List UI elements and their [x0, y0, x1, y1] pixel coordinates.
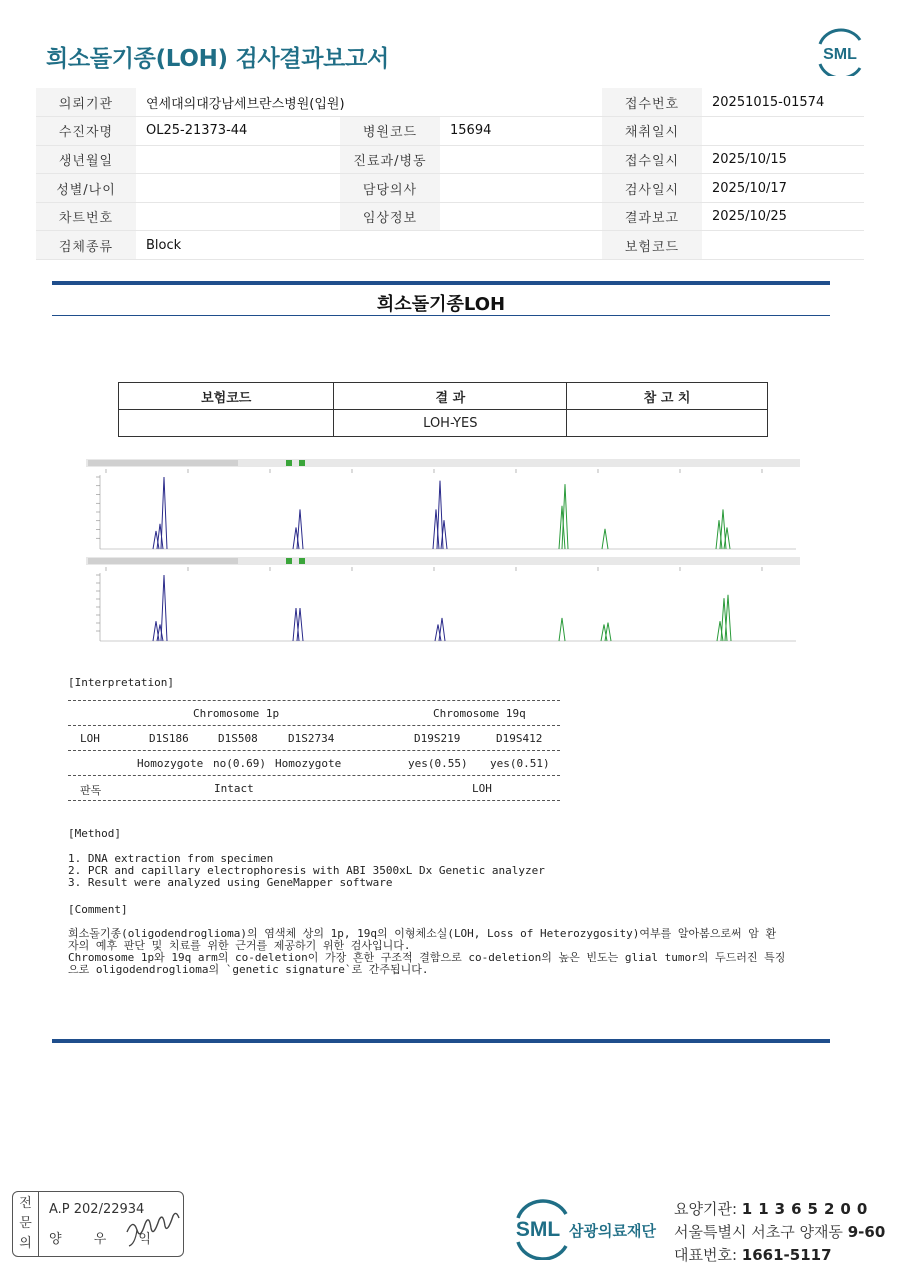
handwritten-signature-icon [123, 1210, 185, 1250]
section-title: 희소돌기종LOH [376, 294, 506, 315]
verdict-19q: LOH [472, 782, 492, 795]
info-label: 차트번호 [36, 202, 136, 231]
info-value [440, 202, 602, 231]
method-label: [Method] [68, 827, 121, 840]
marker-name: D19S219 [414, 732, 461, 745]
info-label: 접수일시 [602, 145, 702, 174]
signature-side-label: 전 문 의 [13, 1192, 39, 1256]
marker-name: D1S508 [218, 732, 258, 745]
info-label: 병원코드 [340, 117, 440, 146]
method-line: 3. Result were analyzed using GeneMapper software [68, 876, 393, 889]
marker-name: D19S412 [496, 732, 543, 745]
info-label: 의뢰기관 [36, 88, 136, 117]
address: 서울특별시 서초구 양재동 9-60 [674, 1223, 886, 1241]
result-cell [119, 410, 334, 437]
verdict-1p: Intact [214, 782, 254, 795]
comment-line: Chromosome 1p와 19q arm의 co-deletion이 가장 흔한 구조적 결함으로 co-deletion의 높은 빈도는 glial tumor의 두드러진 특징 [68, 951, 786, 964]
interpretation-label: [Interpretation] [68, 676, 174, 689]
info-value [702, 231, 864, 260]
method-line: 2. PCR and capillary electrophoresis with ABI 3500xL Dx Genetic analyzer [68, 864, 545, 877]
marker-name: D1S2734 [288, 732, 335, 745]
info-value [440, 174, 602, 203]
page-title: 희소돌기종(LOH) 검사결과보고서 [46, 46, 389, 72]
patient-info-table [36, 88, 864, 260]
electropherogram-tumor [86, 459, 800, 555]
info-value: 2025/10/25 [702, 202, 864, 231]
info-label: 보험코드 [602, 231, 702, 260]
section-rule-bottom [52, 1039, 830, 1043]
info-value: 20251015-01574 [702, 88, 864, 117]
info-value [440, 145, 602, 174]
section-rule-top [52, 281, 830, 285]
info-value: OL25-21373-44 [136, 117, 340, 146]
license-number: A.P 202/22934 [49, 1202, 145, 1217]
signer-name: 양 우 익 [49, 1232, 165, 1247]
comment-body [68, 928, 828, 976]
info-label: 검체종류 [36, 231, 136, 260]
info-label: 생년월일 [36, 145, 136, 174]
marker-value: no(0.69) [213, 757, 266, 770]
info-value: 2025/10/17 [702, 174, 864, 203]
sml-logo-footer [508, 1198, 574, 1260]
info-value: 15694 [440, 117, 602, 146]
comment-label: [Comment] [68, 903, 128, 916]
result-table [118, 382, 768, 437]
svg-text:SML: SML [823, 46, 857, 63]
group-19q: Chromosome 19q [433, 707, 526, 720]
signature-box [12, 1191, 184, 1257]
section-rule-thin [52, 315, 830, 316]
info-value [136, 174, 340, 203]
info-label: 수진자명 [36, 117, 136, 146]
result-header: 보험코드 [119, 383, 334, 410]
marker-value: Homozygote [275, 757, 342, 770]
info-label: 접수번호 [602, 88, 702, 117]
result-header: 결 과 [334, 383, 567, 410]
result-cell [567, 410, 768, 437]
result-header: 참 고 치 [567, 383, 768, 410]
loh-table [68, 700, 560, 801]
info-label: 진료과/병동 [340, 145, 440, 174]
marker-name: D1S186 [149, 732, 189, 745]
group-1p: Chromosome 1p [193, 707, 280, 720]
info-value: Block [136, 231, 602, 260]
phone: 대표번호: 1661-5117 [674, 1246, 832, 1264]
info-value [702, 117, 864, 146]
sml-logo [812, 28, 868, 76]
info-label: 채취일시 [602, 117, 702, 146]
info-value: 2025/10/15 [702, 145, 864, 174]
comment-line: 자의 예후 판단 및 치료를 위한 근거를 제공하기 위한 검사입니다. [68, 939, 411, 952]
info-value: 연세대의대강남세브란스병원(입원) [136, 88, 602, 117]
marker-value: Homozygote [137, 757, 204, 770]
info-label: 결과보고 [602, 202, 702, 231]
info-value [136, 145, 340, 174]
foundation-name: 삼광의료재단 [569, 1222, 656, 1240]
loh-row-header: LOH [80, 732, 100, 745]
comment-line: 으로 oligodendroglioma의 `genetic signature`로 간주됩니다. [68, 963, 429, 976]
info-value [136, 202, 340, 231]
comment-line: 희소돌기종(oligodendroglioma)의 염색체 상의 1p, 19q의 이형체소실(LOH, Loss of Heterozygosity)여부를 알아봄으로써 암 환 [68, 927, 777, 940]
institution-code: 요양기관: 11365200 [674, 1200, 874, 1218]
info-label: 검사일시 [602, 174, 702, 203]
electropherogram-normal [86, 557, 800, 647]
info-label: 임상정보 [340, 202, 440, 231]
info-label: 성별/나이 [36, 174, 136, 203]
marker-value: yes(0.51) [490, 757, 550, 770]
marker-value: yes(0.55) [408, 757, 468, 770]
method-line: 1. DNA extraction from specimen [68, 852, 274, 865]
verdict-label: 판독 [80, 784, 102, 797]
info-label: 담당의사 [340, 174, 440, 203]
svg-text:SML: SML [515, 1218, 561, 1241]
result-cell: LOH-YES [334, 410, 567, 437]
